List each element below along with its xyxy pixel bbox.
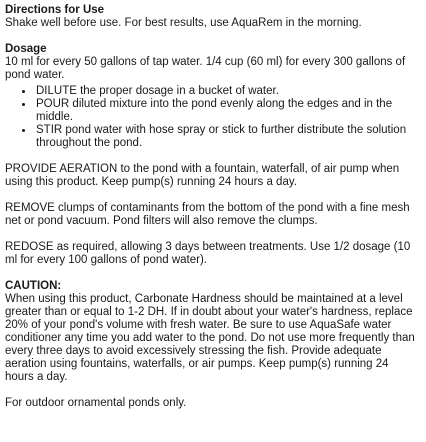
redose-paragraph: REDOSE as required, allowing 3 days between treatments. Use 1/2 dosage (10 ml for every 100 gallons of pond water). xyxy=(5,241,411,266)
directions-heading: Directions for Use xyxy=(5,4,105,16)
caution-text: When using this product, Carbonate Hardness should be maintained at a level greater than or equal to 1-2 DH. If in doubt about your water's hardness, replace 20% of your pond's volume with fresh water. Be sure to use AquaSafe water conditioner any time you add water to the pond. Do not use more frequently than every three days to avoid excessively stressing the fish. Provide adequate aeration using fountains, waterfalls, or air pumps. Keep pump(s) running 24 hours a day. xyxy=(5,293,415,383)
directions-section xyxy=(5,4,417,30)
footer-note: For outdoor ornamental ponds only. xyxy=(5,397,187,409)
remove-paragraph: REMOVE clumps of contaminants from the bottom of the pond with a fine mesh net or pond vacuum. Pond filters will also remove the clumps. xyxy=(5,202,410,227)
dosage-heading: Dosage xyxy=(5,43,47,55)
dosage-step-dilute: • DILUTE the proper dosage in a bucket of water. xyxy=(34,85,417,98)
dosage-steps-list xyxy=(5,85,417,150)
dosage-section xyxy=(5,43,417,150)
aeration-paragraph: PROVIDE AERATION to the pond with a fountain, waterfall, of air pump when using this product. Keep pump(s) running 24 hours a day. xyxy=(5,163,400,188)
directions-text: Shake well before use. For best results, use AquaRem in the morning. xyxy=(5,17,362,29)
dosage-step-stir: • STIR pond water with hose spray or stick to further distribute the solution throughout the pond. xyxy=(34,124,417,150)
dosage-text: 10 ml for every 50 gallons of tap water. 1/4 cup (60 ml) for every 300 gallons of pond water. xyxy=(5,56,406,81)
caution-section xyxy=(5,280,417,384)
caution-heading: CAUTION: xyxy=(5,280,62,292)
dosage-step-pour: • POUR diluted mixture into the pond evenly along the edges and in the middle. xyxy=(34,98,417,124)
